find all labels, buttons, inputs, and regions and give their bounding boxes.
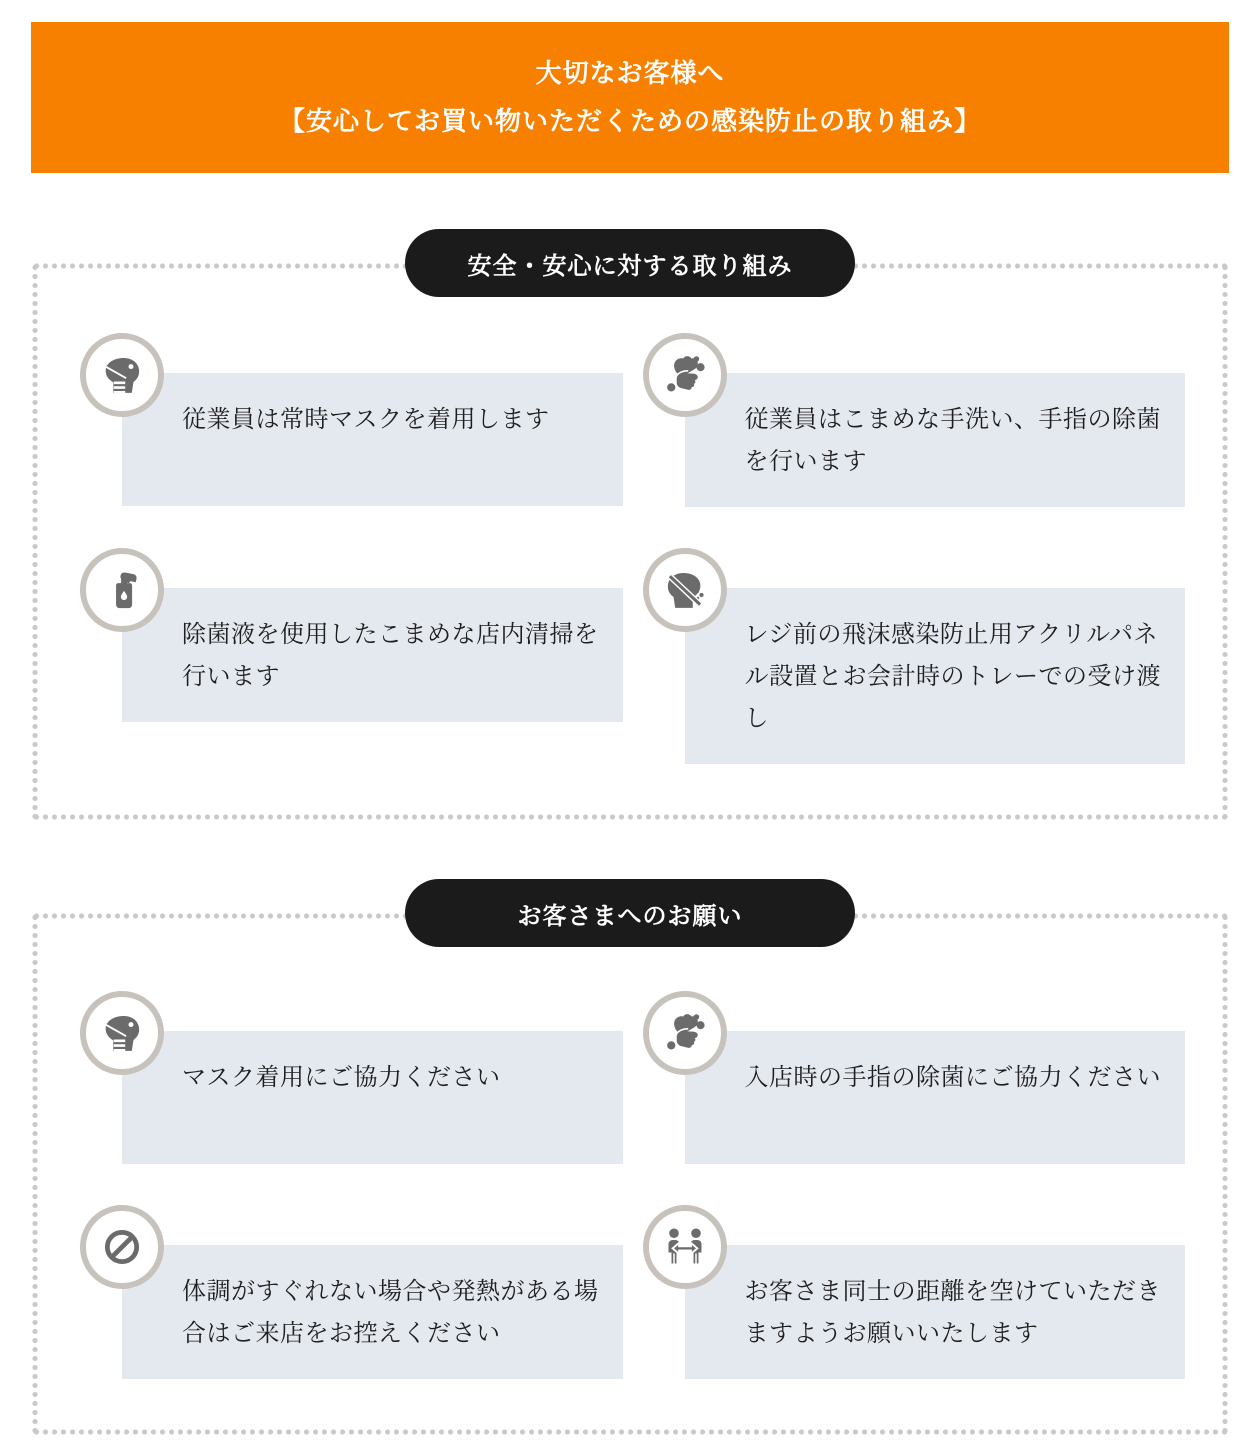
icon-circle [80, 991, 164, 1075]
list-item [80, 1205, 623, 1379]
list-item [643, 548, 1186, 764]
item-text: 入店時の手指の除菌にご協力ください [744, 1064, 1161, 1091]
icon-circle [643, 1205, 727, 1289]
section-customer-requests [32, 902, 1228, 1435]
section-safety-measures [32, 252, 1228, 820]
prohibition-icon [100, 1225, 144, 1269]
sanitizer-bottle-icon [100, 568, 144, 612]
item-text: お客さま同士の距離を空けていただきますようお願いいたします [744, 1278, 1161, 1347]
icon-circle [80, 1205, 164, 1289]
banner-title-line2: 【安心してお買い物いただくための感染防止の取り組み】 [278, 105, 981, 136]
item-text: 除菌液を使用したこまめな店内清掃を行います [182, 621, 599, 690]
item-card [122, 1245, 623, 1379]
section-title-pill: お客さまへのお願い [405, 879, 855, 947]
banner-title-line1: 大切なお客様へ [535, 57, 725, 88]
items-grid [80, 333, 1185, 764]
items-grid [80, 991, 1185, 1379]
list-item [643, 991, 1186, 1164]
no-droplet-icon [663, 568, 707, 612]
item-text: 従業員は常時マスクを着用します [182, 406, 550, 433]
item-card [685, 1245, 1186, 1379]
item-text: レジ前の飛沫感染防止用アクリルパネル設置とお会計時のトレーでの受け渡し [744, 621, 1161, 732]
item-card [122, 1031, 623, 1164]
item-card [685, 588, 1186, 764]
icon-circle [80, 333, 164, 417]
item-text: 体調がすぐれない場合や発熱がある場合はご来店をお控えください [182, 1278, 599, 1347]
item-card [122, 588, 623, 722]
item-card [685, 1031, 1186, 1164]
list-item [80, 548, 623, 764]
social-distance-icon [663, 1225, 707, 1269]
mask-face-icon [100, 353, 144, 397]
icon-circle [80, 548, 164, 632]
item-text: マスク着用にご協力ください [182, 1064, 501, 1091]
icon-circle [643, 991, 727, 1075]
list-item [80, 991, 623, 1164]
list-item [643, 1205, 1186, 1379]
mask-face-icon [100, 1011, 144, 1055]
list-item [643, 333, 1186, 507]
notice-banner [31, 22, 1229, 173]
hand-wash-icon [663, 353, 707, 397]
icon-circle [643, 333, 727, 417]
hand-wash-icon [663, 1011, 707, 1055]
item-text: 従業員はこまめな手洗い、手指の除菌を行います [744, 406, 1161, 475]
list-item [80, 333, 623, 507]
icon-circle [643, 548, 727, 632]
item-card [122, 373, 623, 506]
item-card [685, 373, 1186, 507]
section-title-pill: 安全・安心に対する取り組み [405, 229, 855, 297]
